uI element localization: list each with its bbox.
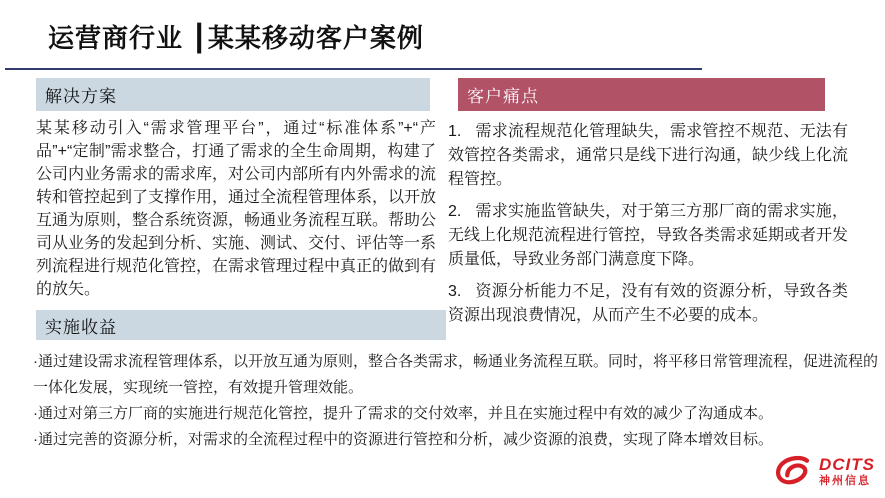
pain-point-text: 需求实施监管缺失，对于第三方那厂商的需求实施，无线上化规范流程进行管控，导致各类需求延期或者开发质量低，导致业务部门满意度下降。 bbox=[448, 203, 849, 268]
title-underline bbox=[5, 68, 702, 70]
pain-points-list bbox=[448, 120, 848, 336]
dcits-logo bbox=[772, 454, 875, 488]
pain-points-header-label: 客户痛点 bbox=[467, 87, 539, 106]
pain-points-section-header bbox=[458, 78, 825, 111]
dcits-logo-text bbox=[819, 456, 875, 487]
dcits-swirl-icon bbox=[772, 454, 814, 488]
pain-point-item bbox=[448, 200, 848, 272]
pain-point-item bbox=[448, 120, 848, 192]
benefit-item: ·通过完善的资源分析，对需求的全流程过程中的资源进行管控和分析，减少资源的浪费，实现了降本增效目标。 bbox=[33, 431, 774, 448]
solution-section-header bbox=[36, 78, 430, 111]
benefits-list bbox=[33, 349, 878, 453]
pain-point-item bbox=[448, 280, 848, 328]
dcits-brand-label: DCITS bbox=[819, 454, 875, 474]
benefit-item: ·通过对第三方厂商的实施进行规范化管控，提升了需求的交付效率，并且在实施过程中有效的减少了沟通成本。 bbox=[33, 405, 774, 422]
pain-point-number: 1. bbox=[448, 123, 462, 140]
benefits-header-label: 实施收益 bbox=[45, 317, 117, 337]
pain-point-number: 2. bbox=[448, 203, 462, 220]
page-title: 运营商行业 ┃某某移动客户案例 bbox=[48, 23, 424, 53]
pain-point-number: 3. bbox=[448, 283, 462, 300]
solution-body-text: 某某移动引入“需求管理平台”，通过“标准体系”+“产品”+“定制”需求整合，打通了需求的全生命周期，构建了公司内业务需求的需求库，对公司内部所有内外需求的流转和管控起到了支撑作用，通过全流程管理体系，以开放互通为原则，整合系统资源，畅通业务流程互联。帮助公司从业务的发起到分析、实施、测试、交付、评估等一系列流程进行规范化管控，在需求管理过程中真正的做到有的放矢。 bbox=[36, 120, 437, 298]
pain-point-text: 需求流程规范化管理缺失，需求管控不规范、无法有效管控各类需求，通常只是线下进行沟通，缺少线上化流程管控。 bbox=[448, 123, 849, 188]
pain-point-text: 资源分析能力不足，没有有效的资源分析，导致各类资源出现浪费情况，从而产生不必要的成本。 bbox=[448, 283, 848, 324]
benefits-section-header bbox=[36, 310, 446, 340]
solution-header-label: 解决方案 bbox=[45, 87, 117, 106]
benefit-item: ·通过建设需求流程管理体系，以开放互通为原则，整合各类需求，畅通业务流程互联。同时，将平移日常管理流程，促进流程的一体化发展，实现统一管控，有效提升管理效能。 bbox=[33, 353, 879, 396]
dcits-company-label: 神州信息 bbox=[819, 474, 871, 487]
